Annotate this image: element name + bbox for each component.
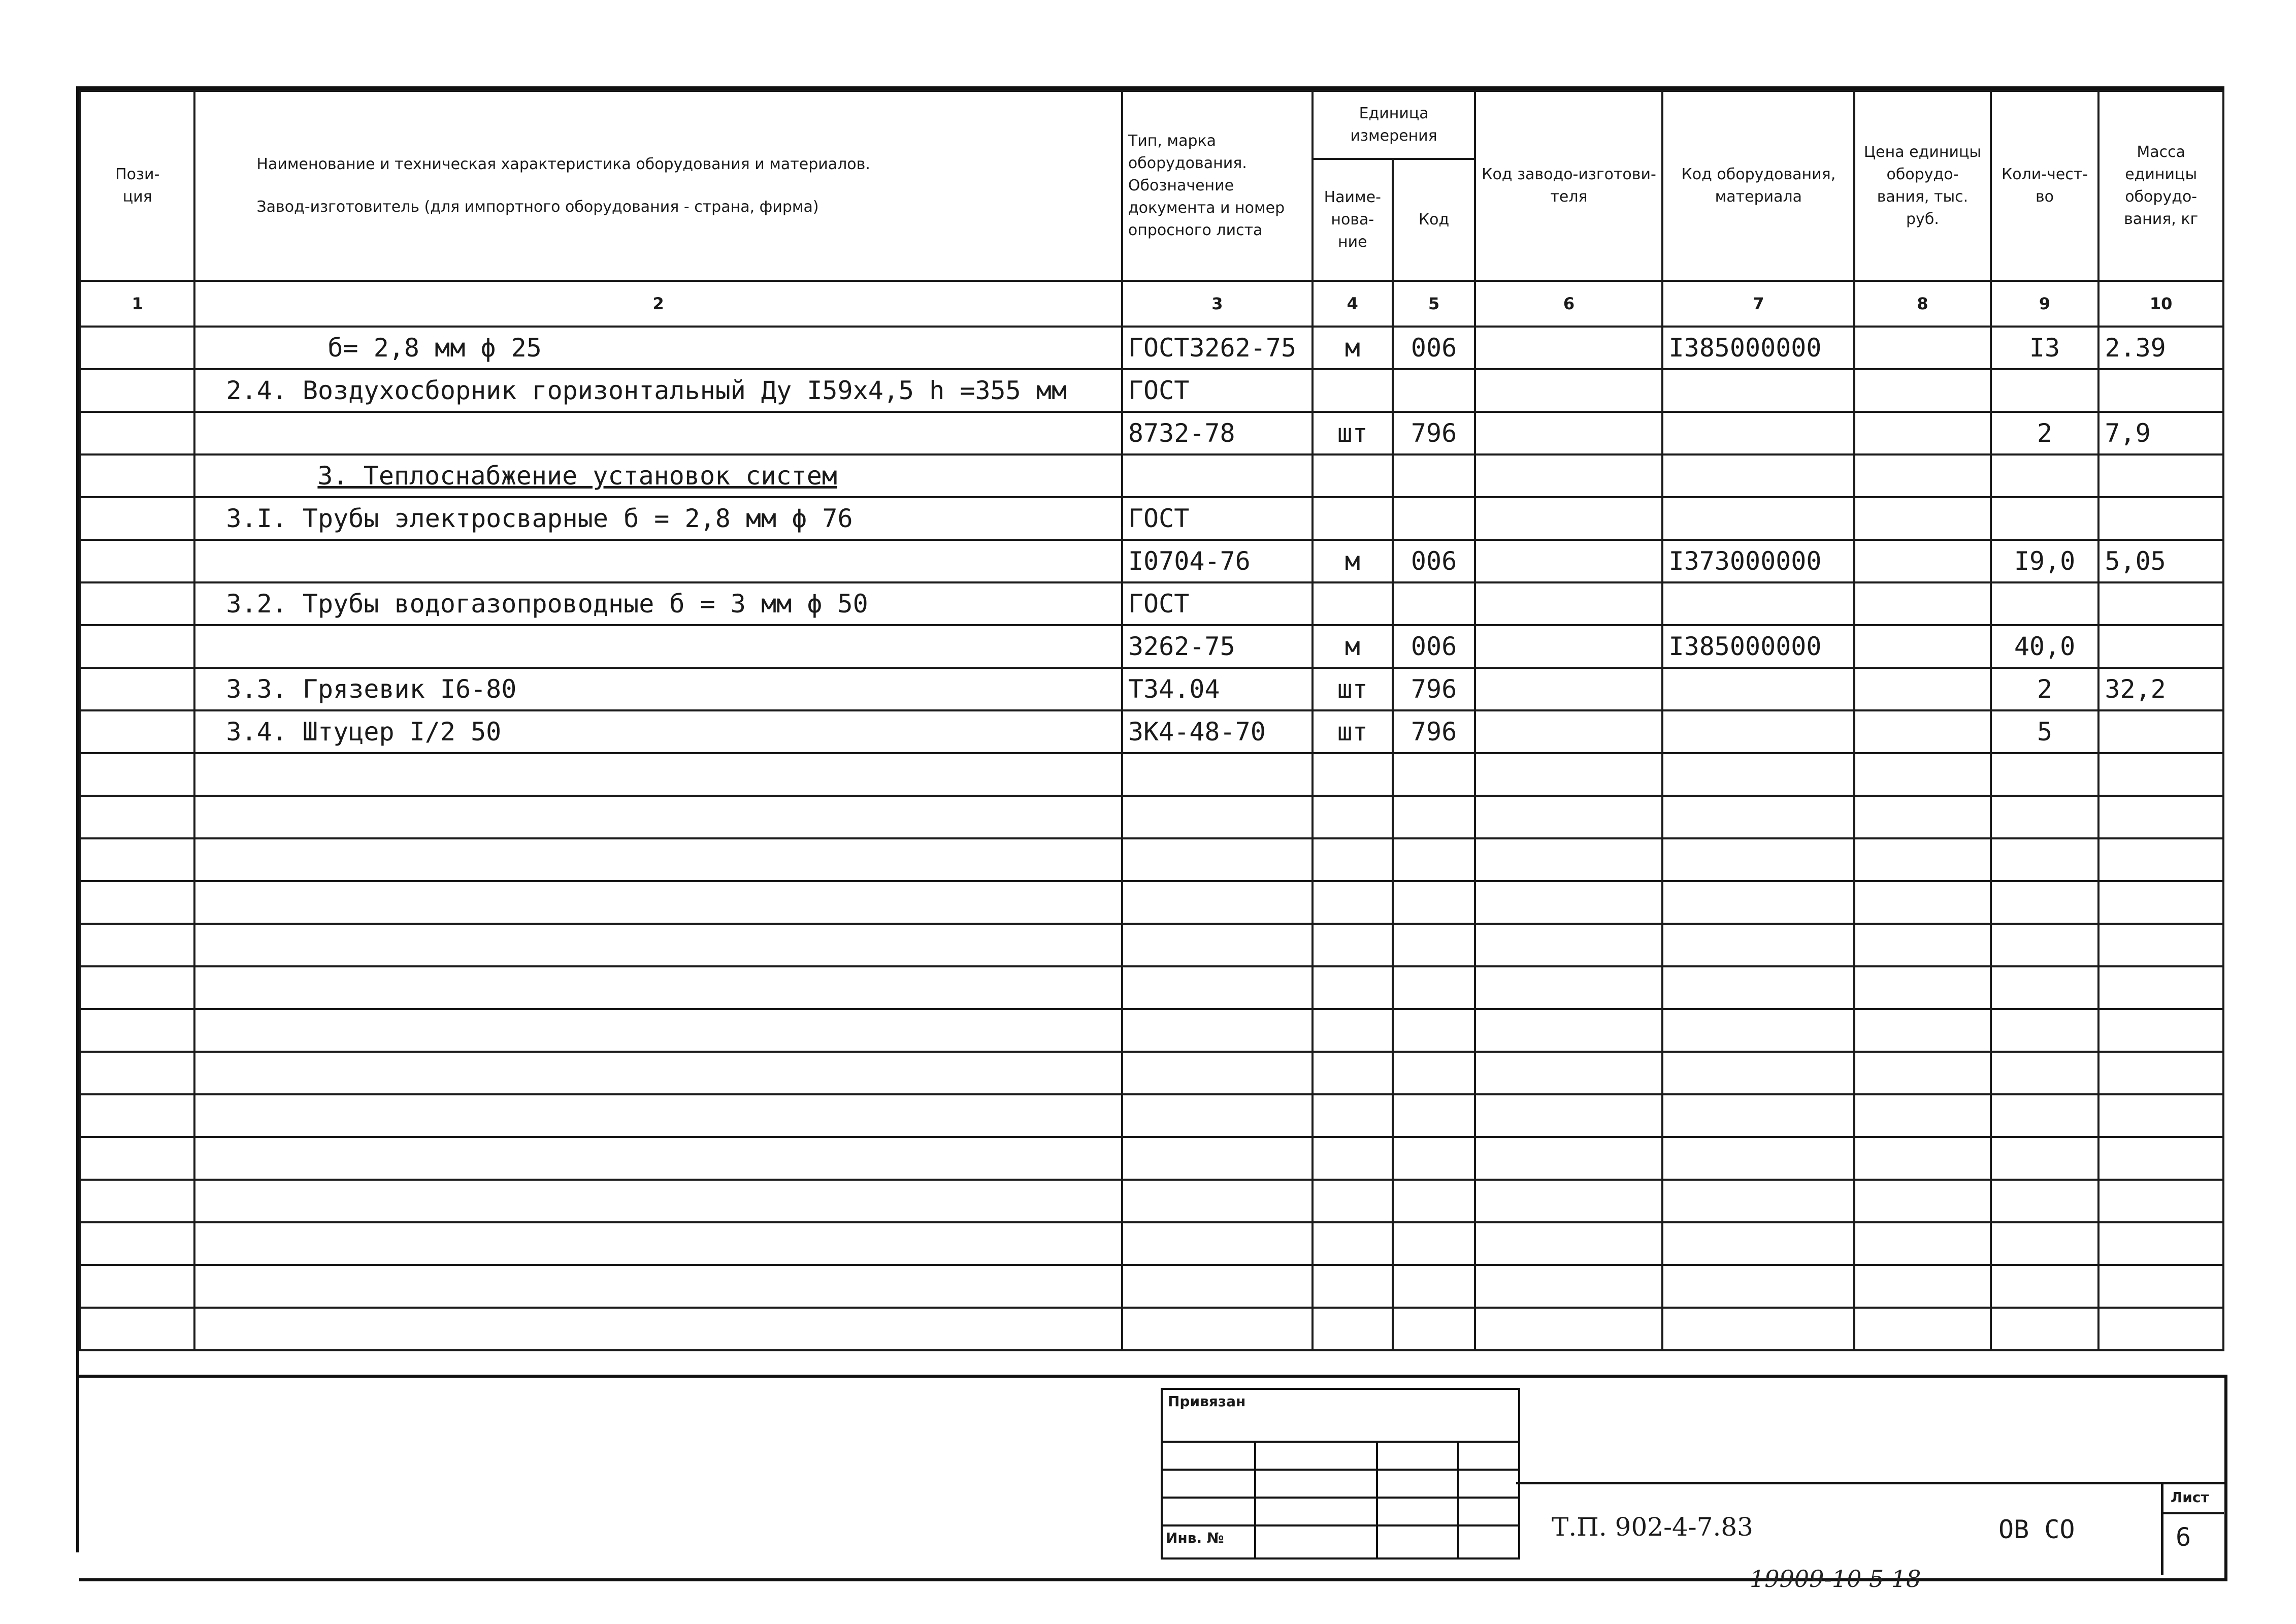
empty-cell: [2098, 1222, 2223, 1265]
empty-cell: [1475, 881, 1662, 924]
empty-cell: [2098, 1308, 2223, 1350]
empty-cell: [194, 838, 1122, 881]
cell-mass: [2098, 625, 2223, 668]
empty-cell: [1991, 1009, 2099, 1052]
cell-mass: [2098, 369, 2223, 412]
empty-cell: [80, 796, 194, 838]
empty-cell: [1991, 1180, 2099, 1222]
cell-price: [1854, 540, 1990, 582]
empty-cell: [80, 753, 194, 796]
empty-cell: [1991, 1265, 2099, 1308]
empty-cell: [194, 1137, 1122, 1180]
cell-qty: I9,0: [1991, 540, 2099, 582]
cell-equip-code: [1662, 412, 1854, 454]
empty-cell: [1854, 796, 1990, 838]
empty-cell: [1122, 1137, 1313, 1180]
empty-cell: [1475, 966, 1662, 1009]
cell-unit: шт: [1313, 710, 1393, 753]
cell-name: 3.4. Штуцер I/2 50: [194, 710, 1122, 753]
empty-cell: [1854, 1137, 1990, 1180]
empty-cell: [1854, 1308, 1990, 1350]
cell-name: 3. Теплоснабжение установок систем: [194, 454, 1122, 497]
sheet-number-box: [2161, 1482, 2224, 1575]
empty-cell: [1854, 1265, 1990, 1308]
cell-unit: [1313, 582, 1393, 625]
cell-maker-code: [1475, 327, 1662, 369]
cell-mass: [2098, 582, 2223, 625]
cell-price: [1854, 454, 1990, 497]
empty-cell: [1393, 1094, 1475, 1137]
empty-cell: [80, 1265, 194, 1308]
empty-cell: [1393, 881, 1475, 924]
empty-cell: [1662, 796, 1854, 838]
empty-cell: [2098, 1009, 2223, 1052]
cell-price: [1854, 497, 1990, 540]
cell-pos: [80, 497, 194, 540]
empty-cell: [1662, 1265, 1854, 1308]
empty-cell: [1122, 1308, 1313, 1350]
table-row: [80, 497, 2223, 540]
empty-table-row: [80, 1265, 2223, 1308]
empty-cell: [80, 1009, 194, 1052]
empty-cell: [1393, 1009, 1475, 1052]
empty-cell: [80, 966, 194, 1009]
empty-cell: [80, 1137, 194, 1180]
cell-unit: [1313, 369, 1393, 412]
table-row: [80, 582, 2223, 625]
empty-cell: [80, 1180, 194, 1222]
empty-cell: [1313, 966, 1393, 1009]
empty-table-row: [80, 1180, 2223, 1222]
cell-unit-code: [1393, 454, 1475, 497]
empty-cell: [1393, 924, 1475, 966]
empty-table-row: [80, 1009, 2223, 1052]
cell-type: ГОСТ: [1122, 582, 1313, 625]
empty-cell: [1662, 966, 1854, 1009]
cell-mass: 2.39: [2098, 327, 2223, 369]
privyazan-label: Привязан: [1168, 1393, 1246, 1410]
cell-equip-code: [1662, 454, 1854, 497]
table-row: [80, 369, 2223, 412]
cell-price: [1854, 369, 1990, 412]
inv-no-label: Инв. №: [1166, 1530, 1224, 1546]
cell-qty: [1991, 582, 2099, 625]
empty-cell: [1475, 924, 1662, 966]
empty-table-row: [80, 1222, 2223, 1265]
col-number: 8: [1854, 281, 1990, 327]
empty-cell: [1122, 881, 1313, 924]
empty-cell: [1991, 838, 2099, 881]
empty-cell: [1991, 1308, 2099, 1350]
col-number: 5: [1393, 281, 1475, 327]
cell-name: 2.4. Воздухосборник горизонтальный Ду I59x4,5 h =355 мм: [194, 369, 1122, 412]
empty-cell: [1393, 1308, 1475, 1350]
empty-cell: [1313, 1052, 1393, 1094]
sheet-label: Лист: [2171, 1489, 2209, 1506]
empty-cell: [1854, 1052, 1990, 1094]
empty-cell: [194, 924, 1122, 966]
cell-unit-code: 796: [1393, 668, 1475, 710]
empty-cell: [80, 1094, 194, 1137]
empty-cell: [1991, 966, 2099, 1009]
empty-cell: [1393, 1052, 1475, 1094]
empty-cell: [1854, 924, 1990, 966]
empty-cell: [1393, 1222, 1475, 1265]
cell-price: [1854, 625, 1990, 668]
empty-cell: [1122, 1265, 1313, 1308]
empty-table-row: [80, 1094, 2223, 1137]
cell-mass: 32,2: [2098, 668, 2223, 710]
empty-cell: [1313, 1137, 1393, 1180]
cell-unit-code: 006: [1393, 540, 1475, 582]
cell-unit: [1313, 497, 1393, 540]
header-unit: Единица измерения: [1313, 91, 1475, 159]
cell-equip-code: I385000000: [1662, 625, 1854, 668]
col-number: 10: [2098, 281, 2223, 327]
cell-price: [1854, 327, 1990, 369]
empty-table-row: [80, 753, 2223, 796]
cell-name: 3.2. Трубы водогазопроводные б = 3 мм ϕ 50: [194, 582, 1122, 625]
approval-block: [1161, 1388, 1520, 1560]
cell-qty: [1991, 497, 2099, 540]
cell-unit: м: [1313, 327, 1393, 369]
empty-cell: [80, 838, 194, 881]
empty-cell: [80, 881, 194, 924]
header-quantity: Коли-чест-во: [1991, 91, 2099, 281]
cell-pos: [80, 369, 194, 412]
empty-table-row: [80, 881, 2223, 924]
empty-cell: [1313, 1094, 1393, 1137]
empty-cell: [194, 1222, 1122, 1265]
cell-pos: [80, 582, 194, 625]
empty-table-row: [80, 1052, 2223, 1094]
cell-maker-code: [1475, 668, 1662, 710]
header-unit-code: Код: [1393, 159, 1475, 281]
table-row: [80, 710, 2223, 753]
cell-type: ГОСТ: [1122, 369, 1313, 412]
cell-mass: 7,9: [2098, 412, 2223, 454]
cell-maker-code: [1475, 412, 1662, 454]
col-number: 7: [1662, 281, 1854, 327]
specification-table: [79, 90, 2224, 1351]
col-number: 3: [1122, 281, 1313, 327]
cell-type: ЗК4-48-70: [1122, 710, 1313, 753]
document-mark: ОВ СО: [1998, 1515, 2075, 1544]
empty-cell: [1991, 753, 2099, 796]
empty-cell: [1313, 1222, 1393, 1265]
cell-unit: шт: [1313, 668, 1393, 710]
empty-cell: [2098, 1137, 2223, 1180]
cell-mass: [2098, 710, 2223, 753]
cell-qty: 40,0: [1991, 625, 2099, 668]
cell-equip-code: I385000000: [1662, 327, 1854, 369]
sheet-number: 6: [2176, 1522, 2191, 1552]
cell-unit: м: [1313, 625, 1393, 668]
cell-unit-code: [1393, 369, 1475, 412]
cell-pos: [80, 668, 194, 710]
col-number: 4: [1313, 281, 1393, 327]
empty-cell: [194, 1009, 1122, 1052]
empty-cell: [1662, 753, 1854, 796]
cell-unit-code: [1393, 497, 1475, 540]
cell-maker-code: [1475, 582, 1662, 625]
cell-pos: [80, 540, 194, 582]
table-row: [80, 540, 2223, 582]
col-number: 9: [1991, 281, 2099, 327]
empty-cell: [194, 1265, 1122, 1308]
header-type: Тип, марка оборудования. Обозначение документа и номер опросного листа: [1122, 91, 1313, 281]
cell-pos: [80, 625, 194, 668]
empty-cell: [1854, 838, 1990, 881]
empty-cell: [1475, 753, 1662, 796]
empty-cell: [2098, 1094, 2223, 1137]
empty-cell: [1122, 796, 1313, 838]
cell-name: 3.3. Грязевик I6-80: [194, 668, 1122, 710]
empty-cell: [1393, 1265, 1475, 1308]
cell-mass: 5,05: [2098, 540, 2223, 582]
empty-cell: [1854, 966, 1990, 1009]
cell-qty: [1991, 454, 2099, 497]
cell-name: [194, 625, 1122, 668]
cell-unit-code: 796: [1393, 710, 1475, 753]
cell-mass: [2098, 454, 2223, 497]
document-sheet: [76, 86, 2224, 1593]
empty-cell: [1475, 1052, 1662, 1094]
table-row: [80, 412, 2223, 454]
empty-cell: [194, 966, 1122, 1009]
empty-cell: [1313, 1265, 1393, 1308]
document-code: Т.П. 902-4-7.83: [1552, 1512, 1753, 1542]
cell-name: 3.I. Трубы электросварные б = 2,8 мм ϕ 76: [194, 497, 1122, 540]
empty-table-row: [80, 838, 2223, 881]
header-position: Пози- ция: [80, 91, 194, 281]
empty-cell: [194, 1094, 1122, 1137]
empty-cell: [194, 1052, 1122, 1094]
empty-cell: [1854, 881, 1990, 924]
empty-cell: [80, 1222, 194, 1265]
empty-table-row: [80, 1308, 2223, 1350]
title-block: [79, 1375, 2227, 1581]
empty-cell: [1854, 1094, 1990, 1137]
empty-cell: [1122, 1094, 1313, 1137]
header-unit-name: Наиме-нова-ние: [1313, 159, 1393, 281]
empty-cell: [1313, 881, 1393, 924]
empty-cell: [80, 1052, 194, 1094]
empty-cell: [2098, 753, 2223, 796]
cell-price: [1854, 582, 1990, 625]
empty-cell: [1662, 1180, 1854, 1222]
cell-type: Т34.04: [1122, 668, 1313, 710]
empty-table-row: [80, 796, 2223, 838]
empty-cell: [1662, 1222, 1854, 1265]
empty-cell: [1662, 1094, 1854, 1137]
empty-cell: [1313, 838, 1393, 881]
cell-unit-code: 796: [1393, 412, 1475, 454]
empty-cell: [1662, 924, 1854, 966]
empty-cell: [1313, 796, 1393, 838]
empty-cell: [1991, 881, 2099, 924]
header-price: Цена единицы оборудо-вания, тыс. руб.: [1854, 91, 1990, 281]
empty-cell: [194, 796, 1122, 838]
empty-cell: [1475, 1180, 1662, 1222]
empty-cell: [1475, 796, 1662, 838]
empty-cell: [1122, 924, 1313, 966]
empty-cell: [1122, 753, 1313, 796]
cell-qty: 2: [1991, 668, 2099, 710]
cell-name: [194, 540, 1122, 582]
empty-cell: [1393, 966, 1475, 1009]
cell-qty: 5: [1991, 710, 2099, 753]
cell-equip-code: I373000000: [1662, 540, 1854, 582]
empty-cell: [1122, 1222, 1313, 1265]
empty-cell: [1122, 966, 1313, 1009]
table-row: [80, 327, 2223, 369]
empty-cell: [1854, 753, 1990, 796]
cell-type: I0704-76: [1122, 540, 1313, 582]
empty-cell: [1475, 1308, 1662, 1350]
empty-cell: [1991, 796, 2099, 838]
cell-unit: м: [1313, 540, 1393, 582]
table-row: [80, 668, 2223, 710]
empty-cell: [2098, 966, 2223, 1009]
empty-cell: [194, 753, 1122, 796]
empty-cell: [2098, 838, 2223, 881]
empty-cell: [1122, 1180, 1313, 1222]
empty-cell: [1313, 1009, 1393, 1052]
cell-type: ГОСТ: [1122, 497, 1313, 540]
empty-cell: [1393, 753, 1475, 796]
empty-cell: [1662, 1009, 1854, 1052]
cell-equip-code: [1662, 710, 1854, 753]
cell-equip-code: [1662, 497, 1854, 540]
empty-cell: [1393, 796, 1475, 838]
empty-table-row: [80, 924, 2223, 966]
empty-cell: [1122, 1009, 1313, 1052]
empty-cell: [2098, 1180, 2223, 1222]
cell-maker-code: [1475, 540, 1662, 582]
empty-cell: [1991, 1052, 2099, 1094]
cell-maker-code: [1475, 369, 1662, 412]
col-number: 6: [1475, 281, 1662, 327]
empty-cell: [1662, 1308, 1854, 1350]
empty-cell: [1475, 1137, 1662, 1180]
col-number: 1: [80, 281, 194, 327]
cell-price: [1854, 668, 1990, 710]
header-name: Наименование и техническая характеристика оборудования и материалов. Завод-изготовитель (для импортного оборудования - страна, фирма): [194, 91, 1122, 281]
empty-cell: [194, 881, 1122, 924]
empty-cell: [1662, 881, 1854, 924]
empty-cell: [1393, 1137, 1475, 1180]
cell-pos: [80, 412, 194, 454]
empty-table-row: [80, 966, 2223, 1009]
empty-cell: [1662, 1137, 1854, 1180]
empty-cell: [194, 1180, 1122, 1222]
empty-cell: [1393, 1180, 1475, 1222]
cell-equip-code: [1662, 582, 1854, 625]
cell-type: 3262-75: [1122, 625, 1313, 668]
cell-type: ГОСТ3262-75: [1122, 327, 1313, 369]
empty-cell: [1313, 1308, 1393, 1350]
column-numbers-row: [80, 281, 2223, 327]
cell-name: [194, 412, 1122, 454]
cell-unit: [1313, 454, 1393, 497]
header-mass: Масса единицы оборудо-вания, кг: [2098, 91, 2223, 281]
cell-type: [1122, 454, 1313, 497]
empty-cell: [1991, 1094, 2099, 1137]
cell-qty: [1991, 369, 2099, 412]
cell-qty: 2: [1991, 412, 2099, 454]
cell-pos: [80, 327, 194, 369]
cell-equip-code: [1662, 369, 1854, 412]
empty-cell: [80, 1308, 194, 1350]
empty-cell: [1662, 1052, 1854, 1094]
empty-cell: [2098, 1265, 2223, 1308]
empty-cell: [1313, 1180, 1393, 1222]
empty-cell: [1475, 1222, 1662, 1265]
empty-cell: [2098, 924, 2223, 966]
cell-name: б= 2,8 мм ϕ 25: [194, 327, 1122, 369]
table-row: [80, 625, 2223, 668]
cell-maker-code: [1475, 625, 1662, 668]
empty-cell: [1991, 924, 2099, 966]
empty-cell: [1475, 1265, 1662, 1308]
table-row: [80, 454, 2223, 497]
cell-maker-code: [1475, 497, 1662, 540]
cell-maker-code: [1475, 454, 1662, 497]
header-maker-code: Код заводо-изготови-теля: [1475, 91, 1662, 281]
cell-unit-code: [1393, 582, 1475, 625]
cell-qty: I3: [1991, 327, 2099, 369]
empty-cell: [1122, 1052, 1313, 1094]
empty-cell: [2098, 796, 2223, 838]
cell-unit-code: 006: [1393, 327, 1475, 369]
empty-cell: [1854, 1222, 1990, 1265]
cell-price: [1854, 412, 1990, 454]
empty-cell: [1854, 1009, 1990, 1052]
empty-cell: [1662, 838, 1854, 881]
empty-cell: [1991, 1137, 2099, 1180]
cell-mass: [2098, 497, 2223, 540]
cell-type: 8732-78: [1122, 412, 1313, 454]
empty-cell: [1991, 1222, 2099, 1265]
empty-cell: [1313, 924, 1393, 966]
cell-equip-code: [1662, 668, 1854, 710]
empty-cell: [1313, 753, 1393, 796]
empty-table-row: [80, 1137, 2223, 1180]
empty-cell: [1122, 838, 1313, 881]
cell-pos: [80, 710, 194, 753]
empty-cell: [1475, 1094, 1662, 1137]
empty-cell: [1393, 838, 1475, 881]
cell-maker-code: [1475, 710, 1662, 753]
empty-cell: [2098, 1052, 2223, 1094]
col-number: 2: [194, 281, 1122, 327]
header-equipment-code: Код оборудования, материала: [1662, 91, 1854, 281]
cell-price: [1854, 710, 1990, 753]
cell-pos: [80, 454, 194, 497]
empty-cell: [2098, 881, 2223, 924]
empty-cell: [1475, 838, 1662, 881]
empty-cell: [194, 1308, 1122, 1350]
cell-unit-code: 006: [1393, 625, 1475, 668]
empty-cell: [1475, 1009, 1662, 1052]
empty-cell: [1854, 1180, 1990, 1222]
cell-unit: шт: [1313, 412, 1393, 454]
empty-cell: [80, 924, 194, 966]
handwritten-footer-note: 19909-10 5 18: [1750, 1565, 1921, 1593]
